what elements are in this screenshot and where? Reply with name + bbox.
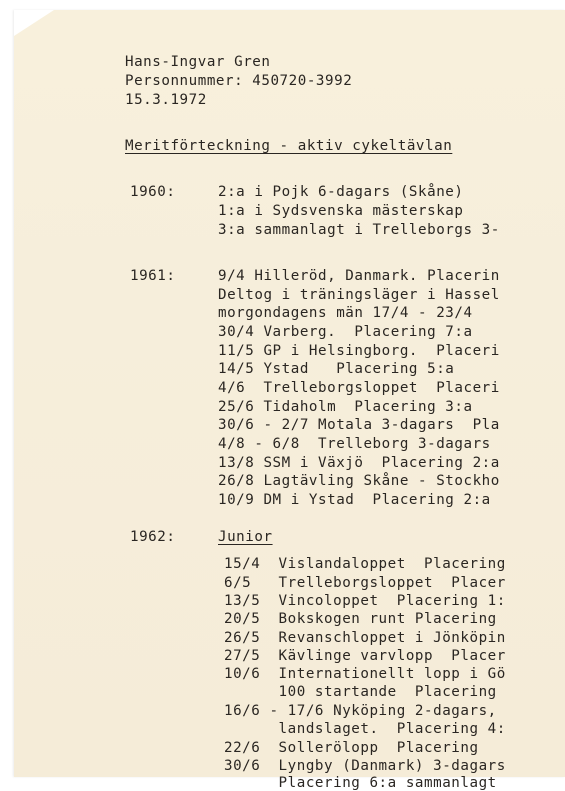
merit-line: 11/5 GP i Helsingborg. Placeri — [218, 343, 500, 359]
merit-line: 3:a sammanlagt i Trelleborgs 3- — [218, 222, 500, 238]
merit-line: 30/4 Varberg. Placering 7:a — [218, 324, 473, 340]
merit-line: 9/4 Hilleröd, Danmark. Placerin — [218, 268, 500, 284]
merit-line: 10/9 DM i Ystad Placering 2:a — [218, 492, 491, 508]
merit-line: 30/6 - 2/7 Motala 3-dagars Pla — [218, 417, 500, 433]
merit-line: 22/6 Sollerölopp Placering — [224, 740, 479, 756]
year-label: 1960: — [130, 184, 176, 200]
personnummer: Personnummer: 450720-3992 — [125, 73, 353, 89]
merit-line: 25/6 Tidaholm Placering 3:a — [218, 399, 473, 415]
merit-line: 4/8 - 6/8 Trelleborg 3-dagars — [218, 436, 491, 452]
merit-line: 26/8 Lagtävling Skåne - Stockho — [218, 473, 500, 489]
folded-corner — [14, 10, 54, 36]
merit-line: Placering 6:a sammanlagt — [224, 775, 497, 791]
merit-line: 14/5 Ystad Placering 5:a — [218, 361, 455, 377]
author-name: Hans-Ingvar Gren — [125, 54, 271, 70]
merit-line: 30/6 Lyngby (Danmark) 3-dagars — [224, 758, 506, 774]
document-title: Meritförteckning - aktiv cykeltävlan — [125, 138, 453, 154]
merit-line: 1:a i Sydsvenska mästerskap — [218, 203, 464, 219]
section-heading-junior: Junior — [218, 529, 273, 545]
merit-line: 6/5 Trelleborgsloppet Placer — [224, 575, 506, 591]
merit-line: Deltog i träningsläger i Hassel — [218, 287, 500, 303]
merit-line: 16/6 - 17/6 Nyköping 2-dagars, — [224, 703, 497, 719]
document-date: 15.3.1972 — [125, 92, 207, 108]
merit-line: 4/6 Trelleborgsloppet Placeri — [218, 380, 500, 396]
merit-line: 13/5 Vincoloppet Placering 1: — [224, 593, 506, 609]
merit-line: 27/5 Kävlinge varvlopp Placer — [224, 648, 506, 664]
merit-line: 13/8 SSM i Växjö Placering 2:a — [218, 455, 500, 471]
merit-line: morgondagens män 17/4 - 23/4 — [218, 305, 473, 321]
merit-line: 10/6 Internationellt lopp i Gö — [224, 666, 506, 682]
merit-line: 26/5 Revanschloppet i Jönköpin — [224, 630, 506, 646]
merit-line: 100 startande Placering — [224, 684, 497, 700]
merit-line: 20/5 Bokskogen runt Placering — [224, 611, 497, 627]
document-page — [14, 10, 565, 791]
year-label: 1961: — [130, 268, 176, 284]
year-label: 1962: — [130, 529, 176, 545]
merit-line: landslaget. Placering 4: — [224, 721, 506, 737]
merit-line: 2:a i Pojk 6-dagars (Skåne) — [218, 184, 464, 200]
merit-line: 15/4 Vislandaloppet Placering — [224, 556, 506, 572]
